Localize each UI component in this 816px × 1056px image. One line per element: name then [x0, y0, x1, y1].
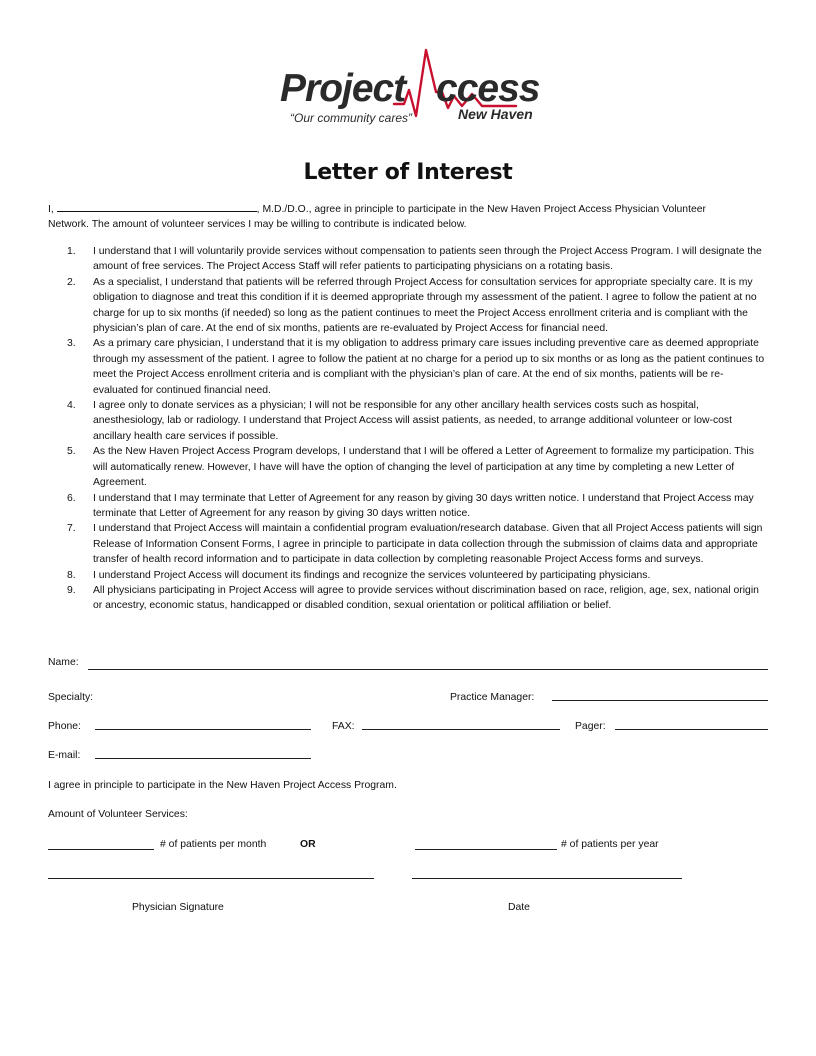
term-number: 3. [67, 338, 76, 350]
phone-label: Phone: [48, 721, 81, 732]
logo-name-part2: ccess [436, 67, 540, 110]
agree-statement: I agree in principle to participate in the New Haven Project Access Program. [48, 780, 397, 791]
project-access-logo [276, 46, 546, 138]
term-text: I understand that I will voluntarily provide services without compensation to patients seen through the Project Access Program. I will designate the amount of free services. The Project Access Staff will refer patients to participating physicians on a rotating basis. [93, 246, 762, 273]
pager-label: Pager: [575, 721, 606, 732]
term-text: All physicians participating in Project Access will agree to provide services without discrimination based on race, religion, age, sex, national origin or ancestry, economic status, handicapped or disabled condition, sexual orientation or political affiliation or belief. [93, 584, 759, 612]
logo-tagline: “Our community cares” [290, 111, 413, 125]
date-label: Date [508, 902, 530, 913]
term-number: 6. [67, 492, 76, 504]
specialty-label: Specialty: [48, 692, 94, 703]
term-item [48, 568, 768, 583]
term-number: 4. [67, 400, 76, 412]
intro-suffix: , M.D./D.O., agree in principle to participate in the New Haven Project Access Physician Volunteer Network. The amount of volunteer services I may be willing to contribute is indicated below. [48, 204, 706, 230]
pager-field[interactable] [615, 729, 768, 730]
per-year-label: # of patients per year [561, 839, 659, 850]
term-number: 1. [67, 246, 76, 257]
patients-per-month-field[interactable] [48, 849, 154, 850]
physician-name-blank[interactable] [57, 201, 257, 212]
term-item [48, 583, 768, 614]
fax-label: FAX: [332, 721, 355, 732]
term-number: 7. [67, 523, 76, 535]
name-label: Name: [48, 657, 79, 668]
term-item [48, 275, 768, 337]
signature-label: Physician Signature [132, 902, 224, 913]
practice-manager-label: Practice Manager: [450, 692, 535, 703]
term-number: 9. [67, 584, 76, 596]
term-number: 8. [67, 569, 76, 581]
amount-label: Amount of Volunteer Services: [48, 809, 188, 820]
term-text: I agree only to donate services as a physician; I will not be responsible for any other ancillary health services costs such as hospital, anesthesiology, lab or radiology. I understand that Project Access will assist patients, as needed, to arrange additional volunteer or low-cost ancillary health care services if possible. [93, 400, 732, 442]
email-field[interactable] [95, 758, 311, 759]
term-item [48, 444, 768, 490]
term-item [48, 521, 768, 567]
page-title: Letter of Interest [303, 160, 513, 185]
date-field[interactable] [412, 878, 682, 879]
fax-field[interactable] [362, 729, 560, 730]
term-text: I understand that I may terminate that Letter of Agreement for any reason by giving 30 days written notice. I understand that Project Access may terminate that Letter of Agreement for any reason by giving 30 days written notice. [93, 492, 754, 519]
intro-prefix: I, [48, 204, 54, 215]
term-text: As a specialist, I understand that patients will be referred through Project Access for consultation services for appropriate specialty care. It is my obligation to diagnose and treat this condition if it is deemed appropriate through my assessment of the patient. I agree to follow the patient at no charge for up to six months (if needed) so long as the patient continues to meet the Project Access enrollment criteria and is compliant with the physician’s plan of care. At the end of six months, patients are re-evaluated by Project Access for financial need. [93, 276, 757, 335]
terms-list [48, 244, 768, 614]
intro-paragraph [48, 201, 748, 232]
term-text: I understand Project Access will document its findings and recognize the services volunteered by participating physicians. [93, 569, 651, 581]
practice-manager-field[interactable] [552, 700, 768, 701]
signature-field[interactable] [48, 878, 374, 879]
email-label: E-mail: [48, 750, 81, 761]
phone-field[interactable] [95, 729, 311, 730]
logo-name-part1: Project [280, 67, 406, 110]
per-month-label: # of patients per month [160, 839, 267, 850]
logo-subtitle: New Haven [458, 106, 533, 122]
term-number: 2. [67, 276, 76, 288]
name-field[interactable] [88, 669, 768, 670]
or-label: OR [300, 839, 316, 850]
term-item [48, 491, 768, 522]
term-text: As a primary care physician, I understand that it is my obligation to address primary care issues including preventive care as deemed appropriate through my assessment of the patient. I agree to follow the patient at no charge for a period up to six months or as long as the patient continues to meet the Project Access enrollment criteria and is compliant with the physician’s plan of care. At the end of six months, patients will be re-evaluated for continued financial need. [93, 338, 765, 396]
term-number: 5. [67, 446, 76, 458]
term-text: As the New Haven Project Access Program develops, I understand that I will be offered a Letter of Agreement to formalize my participation. This will automatically renew. However, I have will have the option of changing the level of participation at any time by completing a new Letter of Agreement. [93, 446, 754, 489]
term-text: I understand that Project Access will maintain a confidential program evaluation/research database. Given that all Project Access patients will sign Release of Information Consent Forms, I agree in principle to participate in data collection through the submission of claims data and appropriate transfer of health record information and to participate in data collection by completing reasonable Project Access forms and surveys. [93, 523, 763, 566]
term-item [48, 336, 768, 398]
term-item [48, 398, 768, 444]
patients-per-year-field[interactable] [415, 849, 557, 850]
term-item [48, 244, 768, 275]
